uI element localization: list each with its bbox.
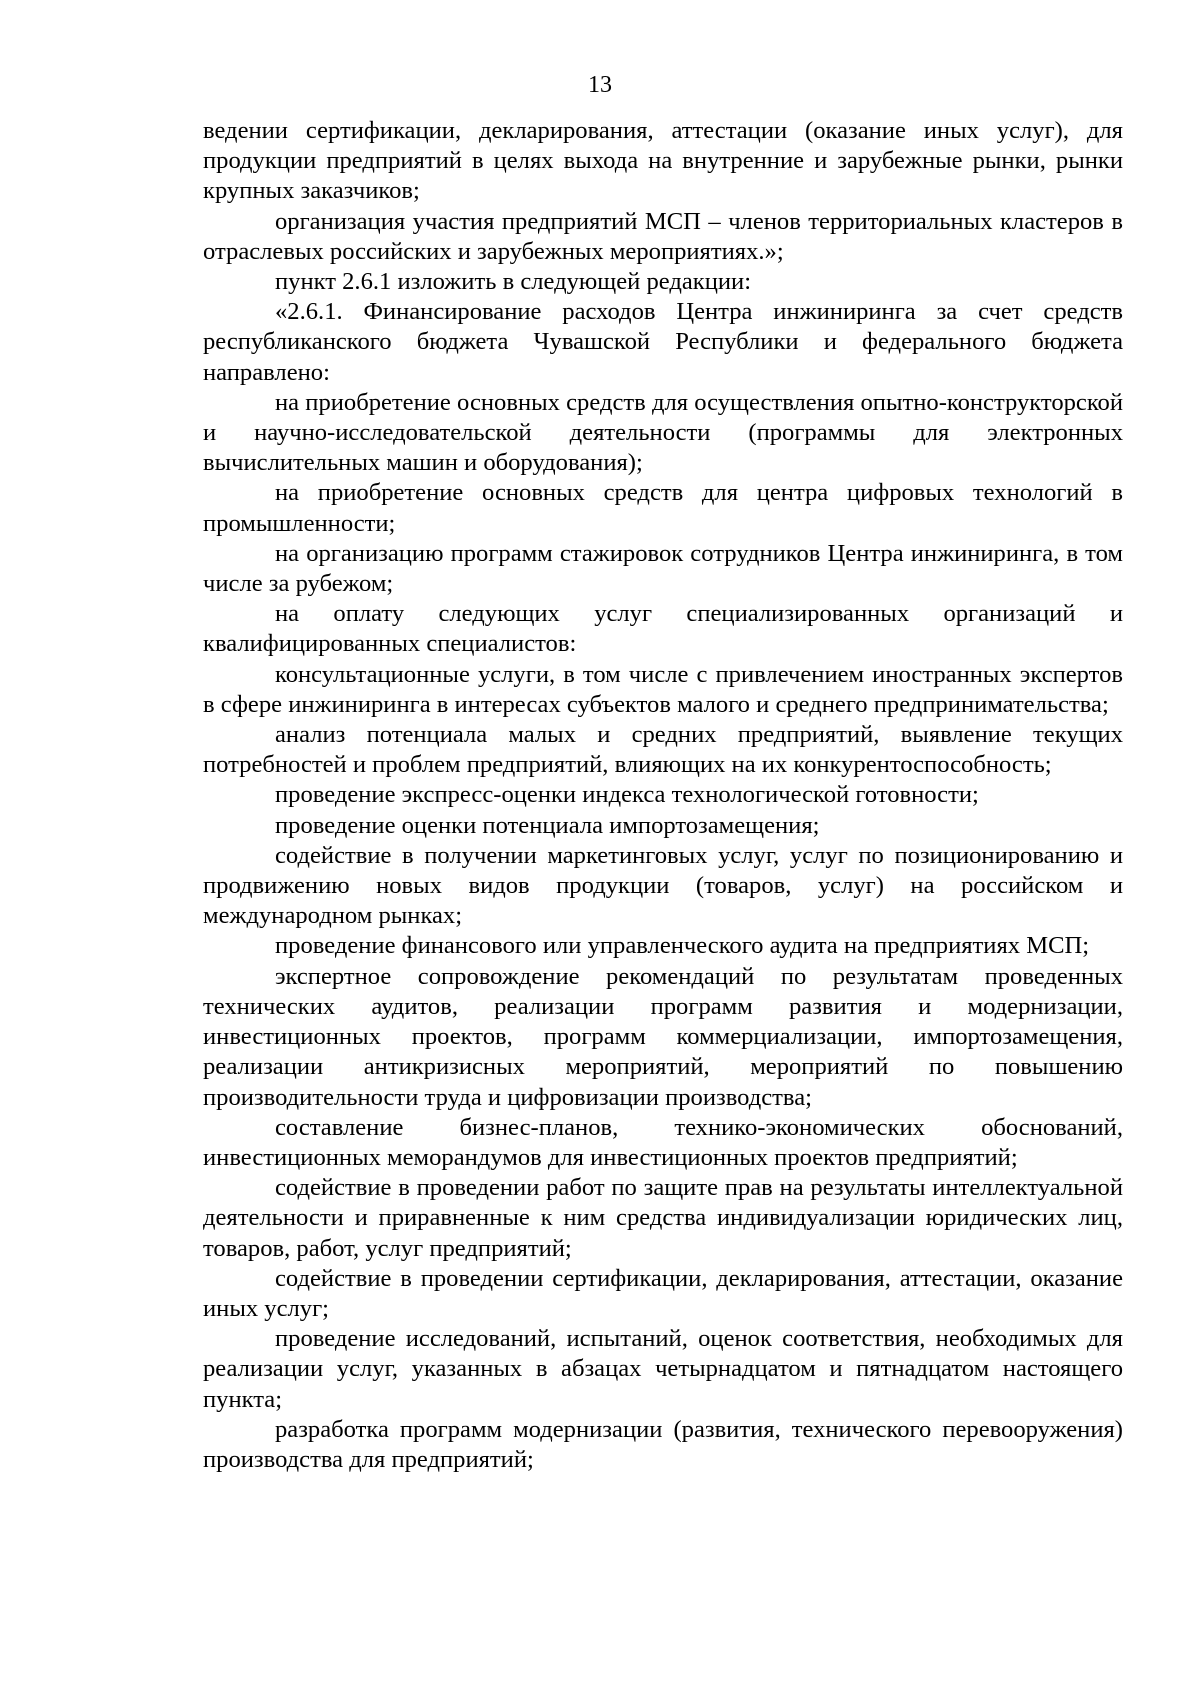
paragraph-continuation: ведении сертификации, декларирования, аттестации (оказание иных услуг), для продукции предприятий в целях выхода на внутренние и зарубежные рынки, рынки крупных заказчиков; <box>203 117 1123 205</box>
paragraph: проведение исследований, испытаний, оценок соответствия, необходимых для реализации услуг, указанных в абзацах четырнадцатом и пятнадцатом настоящего пункта; <box>203 1325 1123 1413</box>
paragraph: организация участия предприятий МСП – членов территориальных кластеров в отраслевых российских и зарубежных мероприятиях.»; <box>203 207 1123 265</box>
paragraph: содействие в получении маркетинговых услуг, услуг по позиционированию и продвижению новых видов продукции (товаров, услуг) на российском и международном рынках; <box>203 841 1123 930</box>
paragraph: пункт 2.6.1 изложить в следующей редакции: <box>275 268 752 296</box>
paragraph: «2.6.1. Финансирование расходов Центра инжиниринга за счет средств республиканского бюджета Чувашской Республики и федерального бюджета направлено: <box>203 298 1123 386</box>
paragraph: экспертное сопровождение рекомендаций по результатам проведенных технических аудитов, реализации программ развития и модернизации, инвестиционных проектов, программ коммерциализации, импортозамещения, реализации антикризисных мероприятий, мероприятий по повышению производительности труда и цифровизации производства; <box>203 962 1123 1111</box>
paragraph: составление бизнес-планов, технико-экономических обоснований, инвестиционных меморандумов для инвестиционных проектов предприятий; <box>203 1113 1123 1171</box>
paragraph: консультационные услуги, в том числе с привлечением иностранных экспертов в сфере инжиниринга в интересах субъектов малого и среднего предпринимательства; <box>203 660 1123 718</box>
document-body <box>203 116 1123 1475</box>
paragraph: проведение оценки потенциала импортозамещения; <box>275 811 820 839</box>
paragraph: анализ потенциала малых и средних предприятий, выявление текущих потребностей и проблем предприятий, влияющих на их конкурентоспособность; <box>203 721 1123 779</box>
paragraph: на организацию программ стажировок сотрудников Центра инжиниринга, в том числе за рубежом; <box>203 539 1123 598</box>
paragraph: на оплату следующих услуг специализированных организаций и квалифицированных специалистов: <box>203 600 1123 658</box>
paragraph: разработка программ модернизации (развития, технического перевооружения) производства для предприятий; <box>203 1415 1123 1473</box>
paragraph: проведение экспресс-оценки индекса технологической готовности; <box>275 781 979 809</box>
paragraph: на приобретение основных средств для осуществления опытно-конструкторской и научно-исследовательской деятельности (программы для электронных вычислительных машин и оборудования); <box>203 388 1123 477</box>
paragraph: содействие в проведении работ по защите прав на результаты интеллектуальной деятельности и приравненные к ним средства индивидуализации юридических лиц, товаров, работ, услуг предприятий; <box>203 1174 1123 1262</box>
paragraph: на приобретение основных средств для центра цифровых технологий в промышленности; <box>203 479 1123 537</box>
paragraph: проведение финансового или управленческого аудита на предприятиях МСП; <box>275 932 1090 960</box>
paragraph: содействие в проведении сертификации, декларирования, аттестации, оказание иных услуг; <box>203 1264 1123 1322</box>
page-number: 13 <box>588 72 612 98</box>
